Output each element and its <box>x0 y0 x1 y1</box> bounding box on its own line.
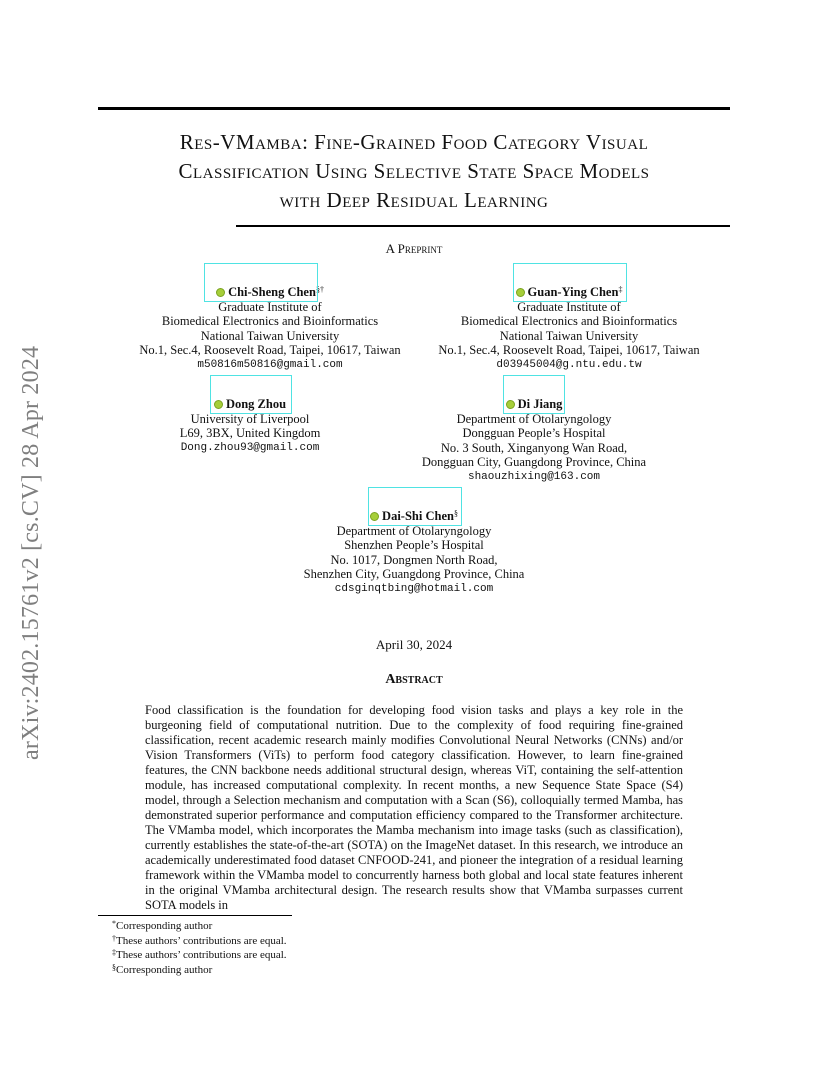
affiliation-line: L69, 3BX, United Kingdom <box>179 426 321 441</box>
author-email[interactable]: Dong.zhou93@gmail.com <box>180 441 320 454</box>
author-email[interactable]: shaouzhixing@163.com <box>467 470 601 483</box>
footnote-mark: * <box>112 919 116 928</box>
author-name: Guan-Ying Chen <box>527 285 619 299</box>
footnote-text: Corresponding author <box>116 920 213 932</box>
arxiv-identifier: arXiv:2402.15761v2 [cs.CV] 28 Apr 2024 <box>18 345 44 760</box>
author-link-box[interactable] <box>513 263 627 302</box>
preprint-label: A Preprint <box>385 241 443 256</box>
author-link-box[interactable] <box>210 375 292 414</box>
publication-date: April 30, 2024 <box>375 637 453 652</box>
author-link-box[interactable] <box>204 263 318 302</box>
footnote-text: These authors’ contributions are equal. <box>116 934 287 947</box>
author-name: Dai-Shi Chen <box>382 509 454 523</box>
affiliation-line: Dongguan City, Guangdong Province, China <box>421 455 647 470</box>
footnote-text: Corresponding author <box>116 963 213 976</box>
affiliation-line: No. 3 South, Xinganyong Wan Road, <box>440 440 628 455</box>
footnote <box>98 948 287 963</box>
author-email[interactable]: cdsginqtbing@hotmail.com <box>334 582 494 595</box>
affiliation-line: Graduate Institute of <box>218 299 322 314</box>
affiliation-line: Biomedical Electronics and Bioinformatics <box>161 314 379 329</box>
author-name: Dong Zhou <box>225 397 287 411</box>
author-mark: § <box>453 509 458 518</box>
footnote-mark: ‡ <box>112 948 116 958</box>
affiliation-line: Department of Otolaryngology <box>336 523 492 538</box>
affiliation-line: Department of Otolaryngology <box>456 411 612 426</box>
footnote <box>98 919 287 934</box>
affiliation-line: Biomedical Electronics and Bioinformatics <box>460 314 678 329</box>
title-line-3: with Deep Residual Learning <box>279 188 549 212</box>
author-name: Di Jiang <box>517 397 563 411</box>
paper-title <box>98 128 730 215</box>
footnote-text: These authors’ contributions are equal. <box>116 949 287 962</box>
author-link-box[interactable] <box>368 487 462 526</box>
footnote-mark: † <box>112 933 116 943</box>
footnote-rule <box>98 915 292 916</box>
author-name: Chi-Sheng Chen <box>228 285 316 299</box>
author-mark: §† <box>315 285 324 294</box>
affiliation-line: No.1, Sec.4, Roosevelt Road, Taipei, 10617, Taiwan <box>438 343 700 358</box>
title-line-1: Res-VMamba: Fine-Grained Food Category Visual <box>179 130 649 154</box>
title-bottom-rule <box>236 225 730 227</box>
title-line-2: Classification Using Selective State Space Models <box>178 159 650 183</box>
footnote-mark: § <box>112 962 116 972</box>
footnote <box>98 963 287 978</box>
affiliation-line: National Taiwan University <box>200 328 340 343</box>
author-link-box[interactable] <box>503 375 565 414</box>
footnotes <box>98 919 287 977</box>
affiliation-line: Graduate Institute of <box>517 299 621 314</box>
abstract-heading: Abstract <box>385 672 443 687</box>
footnote <box>98 934 287 949</box>
affiliation-line: Dongguan People’s Hospital <box>462 426 606 441</box>
affiliation-line: Shenzhen People’s Hospital <box>344 538 484 553</box>
affiliation-line: No. 1017, Dongmen North Road, <box>330 552 498 567</box>
author-email[interactable]: m50816m50816@gmail.com <box>197 358 343 371</box>
affiliation-line: University of Liverpool <box>190 411 310 426</box>
affiliation-line: No.1, Sec.4, Roosevelt Road, Taipei, 10617, Taiwan <box>139 343 401 358</box>
affiliation-line: National Taiwan University <box>499 328 639 343</box>
affiliation-line: Shenzhen City, Guangdong Province, China <box>303 567 525 582</box>
abstract-text: Food classification is the foundation for developing food vision tasks and plays a key role in the burgeoning field of computational nutrition. Due to the complexity of food requiring fine-grained classification, recent academic research mainly modifies Convolutional Neural Networks (CNNs) and/or Vision Transformers (ViTs) to perform food category classification. However, to learn fine-grained features, the CNN backbone needs additional structural design, whereas ViT, containing the self-attention module, has increased computational complexity. In recent months, a new Sequence State Space (S4) model, through a Selection mechanism and computation with a Scan (S6), colloquially termed Mamba, has demonstrated superior performance and computation efficiency compared to the Transformer architecture. The VMamba model, which incorporates the Mamba mechanism into image tasks (such as classification), currently establishes the state-of-the-art (SOTA) on the ImageNet dataset. In this research, we introduce an academically underestimated food dataset CNFOOD-241, and pioneer the integration of a residual learning framework within the VMamba model to concurrently harness both global and local state features inherent in the original VMamba architectural design. The research results show that VMamba surpasses current SOTA models in <box>145 703 683 912</box>
author-email[interactable]: d03945004@g.ntu.edu.tw <box>496 358 642 371</box>
title-top-rule <box>98 107 730 110</box>
author-mark: ‡ <box>618 285 623 294</box>
